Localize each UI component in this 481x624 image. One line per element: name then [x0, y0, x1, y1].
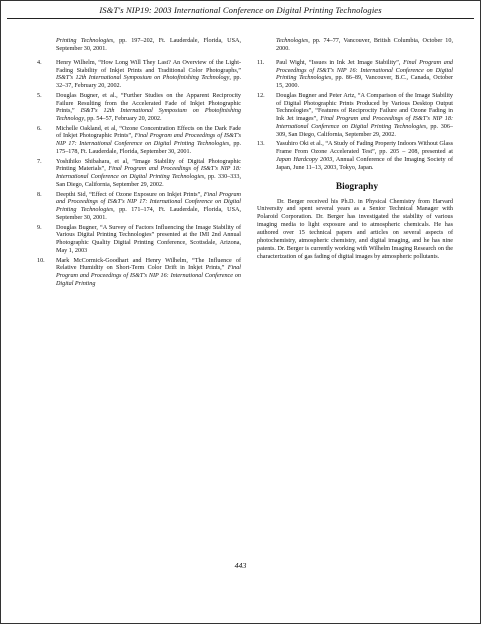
reference-text: Yoshihiko Shibahara, et al, “Image Stability of Digital Photographic Printing Materials”, Final Program and Proceedings of IS&T's NIP 18: International Conference on Digital Printing Technologies, pp. 330–333, San Diego, California, September 29, 2002. [56, 158, 241, 189]
reference-number: 10. [37, 257, 45, 264]
biography-heading: Biography [335, 181, 379, 192]
header-rule [7, 18, 474, 19]
reference-item [29, 38, 241, 54]
reference-number: 12. [257, 92, 265, 99]
reference-item [29, 60, 241, 91]
reference-text: Douglas Bugner and Peter Artz, “A Comparison of the Image Stability of Digital Photographic Prints Produced by Various Desktop Output Technologies”, “Features of Reciprocity Failure and Ozone Fading in Ink Jet images”, Final Program and Proceedings of IS&T's NIP 18: International Conference on Digital Printing Technologies, pp. 306–309, San Diego, California, September 29, 2002. [276, 92, 453, 138]
reference-item [29, 126, 241, 157]
reference-text: Printing Technologies, pp. 197–202, Ft. Lauderdale, Florida, USA, September 30, 2001. [56, 38, 241, 52]
reference-item [29, 258, 241, 289]
reference-item [249, 38, 453, 54]
reference-number: 7. [37, 158, 42, 165]
reference-text: Henry Wilhelm, “How Long Will They Last? An Overview of the Light-Fading Stability of Inkjet Prints and Traditional Color Photographs,” IS&T's 12th International Symposium on Photofinishing Technology, pp. 32–37, February 20, 2002. [56, 59, 241, 90]
reference-item [29, 93, 241, 124]
reference-item [29, 225, 241, 256]
reference-text: Yasuhiro Oki et al., “A Study of Fading Property Indoors Without Glass Frame From Ozone Accelerated Test”, pp. 205 – 208, presented at Japan Hardcopy 2003, Annual Conference of the Imaging Society of Japan, June 11–13, 2003, Tokyo, Japan. [276, 141, 453, 171]
reference-text: Paul Wight, “Issues in Ink Jet Image Stability”, Final Program and Proceedings of IS&T's NIP 16: International Conference on Digital Printing Technologies, pp. 86–89, Vancouver, B.C., Canada, October 15, 2000. [276, 59, 453, 90]
reference-text: Douglas Bugner, “A Survey of Factors Influencing the Image Stability of Various Digital Printing Technologies” presented at the IMI 2nd Annual Photographic Quality Digital Printing Conference, Scottsdale, Arizona, May 1, 2003 [56, 224, 241, 255]
reference-item [29, 159, 241, 190]
reference-text: Mark McCormick-Goodhart and Henry Wilhelm, “The Influence of Relative Humidity on Short-Term Color Drift in Inkjet Prints,” Final Program and Proceedings of IS&T's NIP 16: International Conference on Digital Printing [56, 257, 241, 288]
reference-number: 8. [37, 191, 42, 198]
page-number: 443 [234, 561, 247, 570]
reference-text: Deepthi Sid, “Effect of Ozone Exposure on Inkjet Prints”, Final Program and Proceedings of IS&T's NIP 17: International Conference on Digital Printing Technologies, pp. 171–174, Ft. Lauderdale, Florida, USA, September 30, 2001. [56, 191, 241, 222]
reference-number: 6. [37, 125, 42, 132]
reference-number: 11. [257, 59, 265, 66]
reference-number: 4. [37, 59, 42, 66]
reference-text: Douglas Bugner, et al., “Further Studies on the Apparent Reciprocity Failure Resulting from the Accelerated Fade of Inkjet Photographic Prints,” IS&T's 12th International Symposium on Photofinishing Technology, pp. 54–57, February 20, 2002. [56, 92, 241, 123]
reference-number: 13. [257, 141, 265, 148]
reference-item [249, 141, 453, 172]
left-column [29, 38, 241, 290]
reference-text: Michelle Oakland, et al, “Ozone Concentration Effects on the Dark Fade of Inkjet Photographic Prints”, Final Program and Proceedings of IS&T's NIP 17: International Conference on Digital Printing Technologies, pp. 175–178, Ft. Lauderdale, Florida, September 30, 2001. [56, 125, 242, 156]
right-column [249, 38, 453, 262]
reference-number: 5. [37, 92, 42, 99]
reference-item [29, 192, 241, 223]
reference-text: Technologies, pp. 74–77, Vancouver, British Columbia, October 10, 2000. [276, 38, 453, 52]
reference-item [249, 60, 453, 91]
biography-text: Dr. Berger received his Ph.D. in Physical Chemistry from Harvard University and spent several years as a Senior Technical Manager with Polaroid Corporation. Dr. Berger has investigated the stability of various imaging media to light exposure and to atmospheric chemicals. He has authored over 15 technical papers and articles on several aspects of photochemistry, atmospheric chemistry, and digital imaging, and he has nine patents. Dr. Berger is currently working with Wilhelm Imaging Research on the characterization of gas fading of digital images by atmospheric pollutants. [257, 198, 453, 260]
reference-number: 9. [37, 224, 42, 231]
reference-item [249, 93, 453, 140]
running-header: IS&T's NIP19: 2003 International Conference on Digital Printing Technologies [99, 5, 382, 15]
